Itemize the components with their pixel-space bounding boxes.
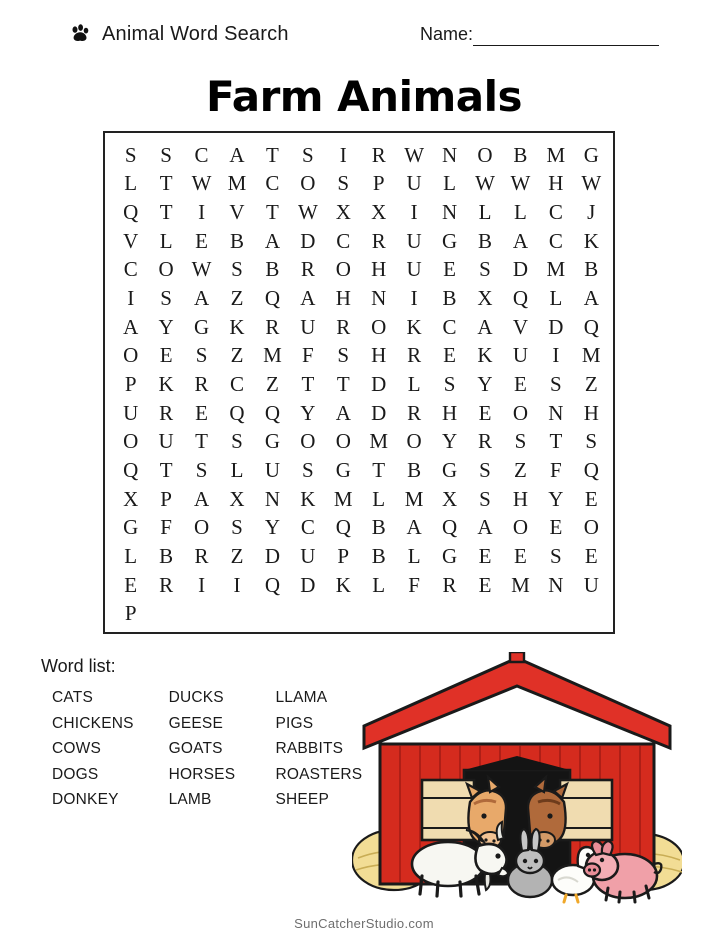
grid-cell[interactable]: N (264, 486, 280, 511)
grid-cell[interactable]: U (512, 343, 528, 368)
grid-cell[interactable]: O (512, 515, 528, 540)
grid-cell[interactable]: S (550, 371, 562, 396)
grid-cell[interactable]: E (159, 343, 173, 368)
grid-cell[interactable]: B (371, 515, 386, 540)
grid-cell[interactable]: M (546, 257, 566, 282)
grid-cell[interactable]: N (548, 400, 564, 425)
grid-cell[interactable]: M (369, 429, 389, 454)
word-search-grid[interactable] (113, 141, 609, 628)
grid-cell[interactable]: R (265, 314, 280, 339)
grid-cell[interactable]: K (300, 486, 316, 511)
grid-cell[interactable]: W (510, 171, 531, 196)
grid-cell[interactable]: H (548, 171, 564, 196)
word-list (52, 685, 392, 813)
word-list-item[interactable]: LLAMA (275, 689, 328, 706)
grid-cell[interactable]: T (159, 171, 173, 196)
grid-cell[interactable]: Z (514, 457, 527, 482)
grid-cell[interactable]: Z (266, 371, 279, 396)
word-search-grid-box (103, 131, 615, 634)
grid-cell[interactable]: O (193, 515, 210, 540)
grid-cell[interactable]: M (404, 486, 424, 511)
grid-cell[interactable]: H (583, 400, 599, 425)
grid-cell[interactable]: E (443, 343, 456, 368)
grid-cell[interactable]: D (300, 228, 316, 253)
grid-cell[interactable]: R (194, 371, 209, 396)
grid-cell[interactable]: E (478, 400, 492, 425)
grid-cell[interactable]: S (302, 142, 314, 167)
grid-cell[interactable]: E (514, 543, 527, 568)
grid-cell[interactable]: U (406, 171, 422, 196)
grid-cell[interactable]: M (546, 142, 566, 167)
grid-cell[interactable]: K (158, 371, 174, 396)
grid-cell[interactable]: C (123, 257, 138, 282)
grid-cell[interactable]: G (264, 429, 280, 454)
grid-cell[interactable]: N (548, 572, 564, 597)
grid-cell[interactable]: K (583, 228, 599, 253)
grid-cell[interactable]: N (441, 200, 458, 225)
grid-cell[interactable]: A (123, 314, 139, 339)
grid-cell[interactable]: A (193, 486, 210, 511)
header-left-group (68, 22, 289, 46)
grid-cell[interactable]: L (372, 572, 386, 597)
grid-cell[interactable]: S (124, 142, 137, 167)
grid-cell[interactable]: D (548, 314, 564, 339)
grid-cell[interactable]: X (441, 486, 458, 511)
grid-cell[interactable]: S (231, 429, 243, 454)
grid-cell[interactable]: O (477, 142, 493, 167)
grid-cell[interactable]: T (159, 457, 173, 482)
grid-cell[interactable]: K (229, 314, 245, 339)
grid-cell[interactable]: F (302, 343, 314, 368)
grid-cell[interactable]: I (198, 200, 206, 225)
grid-cell[interactable]: C (548, 228, 563, 253)
grid-cell[interactable]: Y (548, 486, 564, 511)
grid-cell[interactable]: Q (441, 515, 458, 540)
word-list-column (52, 685, 169, 813)
grid-cell[interactable]: P (337, 543, 350, 568)
grid-cell[interactable]: K (477, 343, 493, 368)
grid-cell[interactable]: G (193, 314, 210, 339)
grid-cell[interactable]: T (549, 429, 563, 454)
grid-cell[interactable]: E (195, 400, 208, 425)
grid-cell[interactable]: T (336, 371, 350, 396)
grid-cell[interactable]: S (302, 457, 314, 482)
grid-cell[interactable]: A (193, 286, 210, 311)
grid-cell[interactable]: A (583, 286, 599, 311)
grid-cell[interactable]: S (337, 171, 350, 196)
grid-cell[interactable]: C (442, 314, 457, 339)
grid-cell[interactable]: S (514, 429, 527, 454)
word-list-item[interactable]: COWS (52, 740, 102, 757)
grid-cell[interactable]: D (264, 543, 280, 568)
word-list-item[interactable]: ROASTERS (275, 765, 363, 783)
grid-cell[interactable]: L (124, 171, 138, 196)
grid-cell[interactable]: L (514, 200, 527, 225)
grid-cell[interactable]: O (300, 429, 316, 454)
word-list-item[interactable]: PIGS (275, 714, 314, 732)
grid-cell[interactable]: O (335, 257, 351, 282)
name-field-group (420, 24, 659, 46)
grid-cell[interactable]: O (406, 429, 422, 454)
grid-cell[interactable]: V (229, 200, 245, 225)
grid-cell[interactable]: E (549, 515, 563, 540)
word-list-item[interactable]: DONKEY (52, 791, 119, 808)
grid-cell[interactable]: M (333, 486, 353, 511)
grid-cell[interactable]: O (371, 314, 387, 339)
word-list-item[interactable]: GOATS (168, 740, 223, 757)
grid-cell[interactable]: Y (158, 314, 174, 339)
grid-cell[interactable]: W (581, 171, 602, 196)
grid-cell[interactable]: X (335, 200, 351, 225)
page-title: Farm Animals (206, 72, 522, 121)
grid-cell[interactable]: Q (512, 286, 528, 311)
grid-cell[interactable]: S (195, 343, 208, 368)
grid-cell[interactable]: L (372, 486, 386, 511)
grid-cell[interactable]: Q (335, 515, 351, 540)
grid-cell[interactable]: S (479, 457, 491, 482)
grid-cell[interactable]: W (404, 142, 425, 167)
grid-cell[interactable]: V (123, 228, 139, 253)
grid-cell[interactable]: R (194, 543, 209, 568)
grid-cell[interactable]: S (337, 343, 350, 368)
grid-cell[interactable]: V (512, 314, 528, 339)
grid-cell[interactable]: O (300, 171, 316, 196)
grid-cell[interactable]: H (371, 343, 387, 368)
grid-cell[interactable]: Q (583, 457, 599, 482)
grid-cell[interactable]: L (124, 543, 138, 568)
grid-cell[interactable]: Y (477, 371, 493, 396)
grid-cell[interactable]: S (160, 142, 172, 167)
grid-cell[interactable]: F (160, 515, 172, 540)
footer-watermark: SunCatcherStudio.com (294, 916, 434, 931)
grid-cell[interactable]: I (233, 572, 241, 597)
grid-cell[interactable]: L (443, 171, 456, 196)
grid-cell[interactable]: E (195, 228, 208, 253)
grid-cell[interactable]: B (513, 142, 528, 167)
grid-cell[interactable]: M (263, 343, 282, 368)
grid-cell[interactable]: X (371, 200, 387, 225)
grid-cell[interactable]: Z (230, 543, 244, 568)
grid-cell[interactable]: E (478, 572, 492, 597)
grid-cell[interactable]: C (194, 142, 209, 167)
grid-cell[interactable]: A (229, 142, 245, 167)
word-list-item[interactable]: DOGS (52, 765, 99, 783)
grid-cell[interactable]: S (550, 543, 562, 568)
grid-cell[interactable]: F (550, 457, 562, 482)
grid-cell[interactable]: Z (230, 343, 244, 368)
grid-cell[interactable]: A (477, 314, 493, 339)
grid-cell[interactable]: G (441, 228, 458, 253)
grid-cell[interactable]: R (159, 400, 174, 425)
grid-cell[interactable]: I (198, 572, 206, 597)
grid-cell[interactable]: Q (229, 400, 245, 425)
grid-cell[interactable]: G (441, 457, 458, 482)
name-input-line[interactable] (473, 26, 659, 46)
grid-cell[interactable]: H (371, 257, 387, 282)
grid-cell[interactable]: T (372, 457, 386, 482)
grid-cell[interactable]: B (159, 543, 174, 568)
grid-cell[interactable]: U (158, 429, 174, 454)
grid-cell[interactable]: R (300, 257, 315, 282)
grid-cell[interactable]: D (371, 371, 387, 396)
grid-cell[interactable]: S (585, 429, 598, 454)
grid-cell[interactable]: U (264, 457, 280, 482)
word-list-item[interactable]: RABBITS (275, 740, 344, 757)
grid-cell[interactable]: R (371, 228, 386, 253)
grid-cell[interactable]: I (410, 286, 418, 311)
grid-cell[interactable]: S (195, 457, 208, 482)
grid-cell[interactable]: B (584, 257, 599, 282)
grid-cell[interactable]: T (159, 200, 173, 225)
grid-cell[interactable]: E (584, 543, 598, 568)
grid-cell[interactable]: Z (584, 371, 598, 396)
grid-cell[interactable]: R (336, 314, 351, 339)
grid-cell[interactable]: L (230, 457, 244, 482)
grid-cell[interactable]: W (475, 171, 495, 196)
word-list-item[interactable]: DUCKS (168, 689, 224, 706)
grid-cell[interactable]: I (339, 142, 347, 167)
grid-cell[interactable]: H (512, 486, 528, 511)
word-list-item[interactable]: CATS (52, 689, 93, 706)
name-label: Name: (420, 24, 474, 44)
grid-cell[interactable]: A (300, 286, 316, 311)
grid-cell[interactable]: K (406, 314, 422, 339)
grid-cell[interactable]: I (127, 286, 135, 311)
word-list-item[interactable]: CHICKENS (52, 714, 134, 732)
grid-cell[interactable]: D (371, 400, 387, 425)
grid-cell[interactable]: T (266, 142, 279, 167)
grid-cell[interactable]: Y (441, 429, 458, 454)
grid-cell[interactable]: Q (264, 572, 280, 597)
grid-cell[interactable]: A (335, 400, 351, 425)
grid-cell[interactable]: E (514, 371, 527, 396)
grid-cell[interactable]: M (581, 343, 601, 368)
grid-cell[interactable]: X (123, 486, 139, 511)
grid-cell[interactable]: T (195, 429, 208, 454)
grid-cell[interactable]: Y (264, 515, 280, 540)
grid-cell[interactable]: R (477, 429, 492, 454)
grid-cell[interactable]: R (159, 572, 174, 597)
grid-cell[interactable]: D (300, 572, 316, 597)
word-list-item[interactable]: GEESE (168, 714, 223, 732)
farm-barn-animals-illustration (352, 652, 682, 904)
page-header (0, 22, 728, 62)
grid-cell[interactable]: U (406, 257, 422, 282)
grid-cell[interactable]: G (583, 142, 599, 167)
grid-cell[interactable]: A (477, 515, 493, 540)
grid-cell[interactable]: E (443, 257, 456, 282)
grid-cell[interactable]: S (479, 486, 491, 511)
grid-cell[interactable]: W (297, 200, 318, 225)
grid-cell[interactable]: Q (123, 200, 139, 225)
grid-cell[interactable]: R (442, 572, 457, 597)
grid-cell[interactable]: U (406, 228, 422, 253)
word-list-item[interactable]: HORSES (168, 765, 236, 783)
grid-cell[interactable]: R (407, 343, 422, 368)
grid-cell[interactable]: O (158, 257, 174, 282)
grid-cell[interactable]: S (160, 286, 172, 311)
grid-cell[interactable]: B (229, 228, 244, 253)
grid-cell[interactable]: H (441, 400, 458, 425)
grid-cell[interactable]: A (512, 228, 528, 253)
grid-cell[interactable]: U (300, 314, 316, 339)
grid-cell[interactable]: Q (583, 314, 599, 339)
grid-cell[interactable]: F (408, 572, 420, 597)
paw-icon (68, 22, 92, 46)
grid-cell[interactable]: B (265, 257, 280, 282)
grid-cell[interactable]: S (231, 515, 243, 540)
grid-cell[interactable]: T (301, 371, 315, 396)
grid-cell[interactable]: K (335, 572, 351, 597)
grid-cell[interactable]: C (229, 371, 244, 396)
grid-cell[interactable]: G (123, 515, 139, 540)
grid-cell[interactable]: Q (264, 400, 280, 425)
grid-cell[interactable]: R (371, 142, 386, 167)
word-list-item[interactable]: LAMB (168, 791, 212, 808)
grid-cell[interactable]: E (584, 486, 598, 511)
grid-cell[interactable]: N (371, 286, 387, 311)
grid-cell[interactable]: M (511, 572, 530, 597)
grid-cell[interactable]: Y (300, 400, 316, 425)
grid-cell[interactable]: U (300, 543, 316, 568)
grid-cell[interactable]: O (335, 429, 351, 454)
grid-cell[interactable]: O (123, 429, 139, 454)
grid-cell[interactable]: B (477, 228, 492, 253)
grid-cell[interactable]: L (478, 200, 492, 225)
grid-cell[interactable]: L (407, 543, 421, 568)
grid-cell[interactable]: D (512, 257, 528, 282)
grid-cell[interactable]: M (227, 171, 247, 196)
grid-cell[interactable]: C (265, 171, 280, 196)
grid-cell[interactable]: N (441, 142, 458, 167)
grid-cell[interactable]: B (407, 457, 422, 482)
grid-cell[interactable]: R (407, 400, 422, 425)
grid-cell[interactable]: B (442, 286, 457, 311)
grid-cell[interactable]: I (552, 343, 560, 368)
grid-cell[interactable]: P (124, 371, 137, 396)
grid-cell[interactable]: A (406, 515, 422, 540)
word-list-heading: Word list: (41, 656, 116, 676)
grid-cell[interactable]: H (335, 286, 351, 311)
grid-cell[interactable]: P (124, 601, 137, 626)
grid-cell[interactable]: C (300, 515, 315, 540)
grid-cell[interactable]: S (443, 371, 456, 396)
grid-cell[interactable]: C (548, 200, 563, 225)
grid-cell[interactable]: E (478, 543, 492, 568)
grid-cell[interactable]: O (512, 400, 528, 425)
header-title: Animal Word Search (102, 22, 289, 45)
grid-cell[interactable]: W (191, 171, 212, 196)
grid-cell[interactable]: C (336, 228, 351, 253)
grid-cell[interactable]: A (264, 228, 280, 253)
grid-cell[interactable]: P (372, 171, 385, 196)
grid-cell[interactable]: G (335, 457, 351, 482)
grid-cell[interactable]: E (124, 572, 138, 597)
grid-cell[interactable]: U (583, 572, 599, 597)
grid-cell[interactable]: W (191, 257, 212, 282)
grid-cell[interactable]: X (477, 286, 493, 311)
grid-cell[interactable]: L (549, 286, 563, 311)
grid-cell[interactable]: Q (264, 286, 280, 311)
grid-cell[interactable]: L (159, 228, 173, 253)
grid-cell[interactable]: L (407, 371, 421, 396)
grid-cell[interactable]: O (583, 515, 599, 540)
grid-cell[interactable]: S (479, 257, 491, 282)
word-list-column (169, 685, 276, 813)
grid-cell[interactable]: J (587, 200, 596, 225)
grid-cell[interactable]: T (266, 200, 279, 225)
word-list-item[interactable]: SHEEP (275, 791, 329, 808)
grid-cell[interactable]: P (160, 486, 172, 511)
grid-cell[interactable]: U (123, 400, 139, 425)
grid-cell[interactable]: I (410, 200, 418, 225)
grid-cell[interactable]: X (229, 486, 245, 511)
grid-cell[interactable]: B (371, 543, 386, 568)
grid-cell[interactable]: Z (230, 286, 244, 311)
grid-cell[interactable]: O (123, 343, 139, 368)
grid-cell[interactable]: Q (123, 457, 139, 482)
grid-cell[interactable]: G (441, 543, 458, 568)
grid-cell[interactable]: S (231, 257, 243, 282)
